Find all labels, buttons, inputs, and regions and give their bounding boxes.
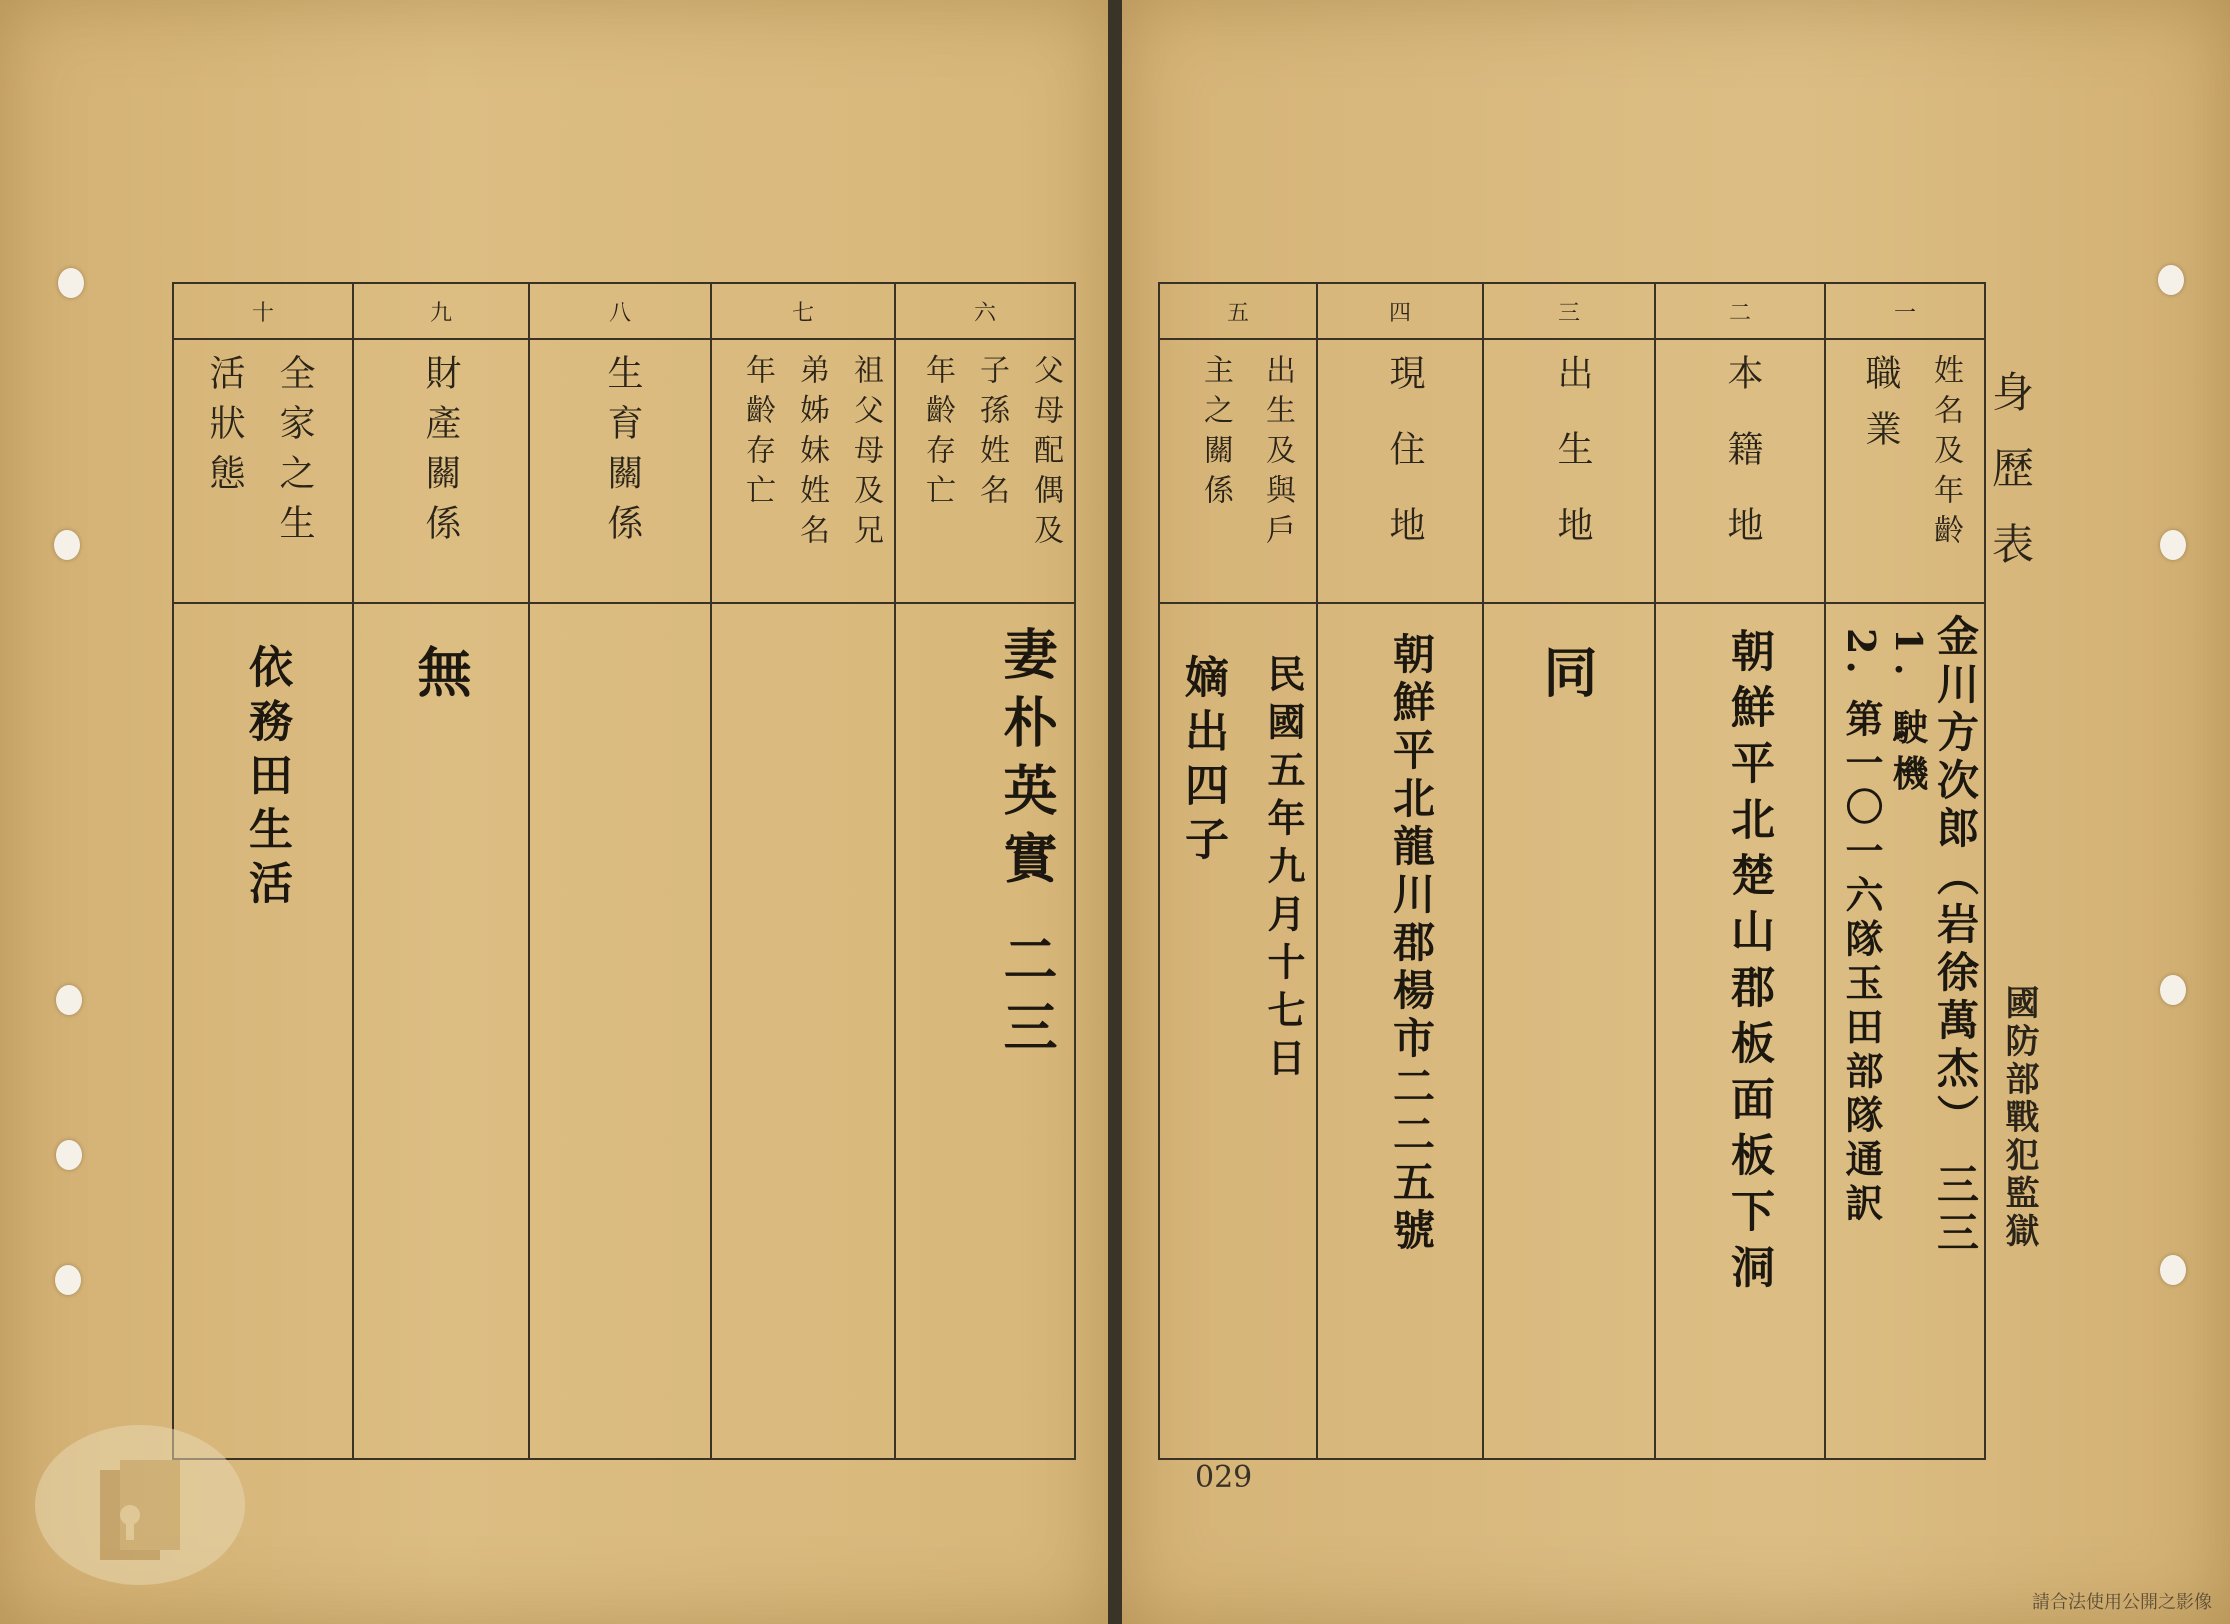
- header-label: 全家之生: [274, 354, 315, 554]
- entry-birthplace: [1483, 603, 1655, 1459]
- column-number: 五: [1159, 283, 1317, 339]
- binder-hole: [56, 1140, 82, 1170]
- archive-logo-icon: [30, 1420, 250, 1590]
- header-birth-relation: [1159, 339, 1317, 603]
- header-label: 本籍地: [1722, 354, 1763, 582]
- entry-spouse-children: [895, 603, 1075, 1459]
- column-number: 一: [1825, 283, 1985, 339]
- binder-hole: [58, 268, 84, 298]
- handwritten-entry: 無: [409, 644, 473, 712]
- handwritten-entry: 1. 駛機: [1887, 628, 1929, 801]
- handwritten-entry: 2. 第一〇一六隊玉田部隊通訳: [1839, 628, 1884, 1227]
- handwritten-entry: 嫡出四子: [1177, 654, 1228, 870]
- watermark-text: 請合法使用公開之影像: [2032, 1592, 2212, 1613]
- column-number: 十: [173, 283, 353, 339]
- handwritten-entry: 民國五年九月十七日: [1261, 654, 1306, 1086]
- handwritten-entry: 依務田生活: [241, 644, 292, 914]
- header-children: [529, 339, 711, 603]
- header-label: 出生及與戶: [1260, 354, 1295, 554]
- handwritten-entry: 妻朴英實 二三: [995, 626, 1059, 1067]
- binder-hole: [2160, 975, 2186, 1005]
- handwritten-entry: 朝鮮平北龍川郡楊市二二五號: [1387, 632, 1436, 1256]
- entry-children: [529, 603, 711, 1459]
- column-number: 三: [1483, 283, 1655, 339]
- binder-hole: [2158, 265, 2184, 295]
- entry-family-living: [173, 603, 353, 1459]
- binder-hole: [55, 1265, 81, 1295]
- header-label: 父母配偶及: [1028, 354, 1063, 554]
- header-label: 主之關係: [1198, 354, 1233, 514]
- entry-birth-relation: [1159, 603, 1317, 1459]
- page-number: 029: [1195, 1460, 1253, 1495]
- handwritten-entry: 金川方次郎（岩徐萬杰） 三三: [1931, 614, 1980, 1259]
- header-label: 現住地: [1384, 354, 1425, 582]
- header-label: 生育關係: [602, 354, 643, 554]
- header-birthplace: [1483, 339, 1655, 603]
- header-label: 財產關係: [420, 354, 461, 554]
- entry-name-occupation: [1825, 603, 1985, 1459]
- column-number: 八: [529, 283, 711, 339]
- header-family-living: [173, 339, 353, 603]
- header-domicile: [1655, 339, 1825, 603]
- header-label: 活狀態: [204, 354, 245, 504]
- entry-property: [353, 603, 529, 1459]
- column-number: 二: [1655, 283, 1825, 339]
- document-title: 身歷表: [1986, 370, 2035, 598]
- entry-relatives: [711, 603, 895, 1459]
- header-property: [353, 339, 529, 603]
- entry-domicile: [1655, 603, 1825, 1459]
- column-number: 九: [353, 283, 529, 339]
- header-residence: [1317, 339, 1483, 603]
- handwritten-entry: 同: [1535, 644, 1599, 712]
- header-label: 年齡存亡: [740, 354, 775, 514]
- binder-hole: [56, 985, 82, 1015]
- entry-residence: [1317, 603, 1483, 1459]
- column-number: 四: [1317, 283, 1483, 339]
- header-label: 祖父母及兄: [848, 354, 883, 554]
- header-name-occupation: [1825, 339, 1985, 603]
- binder-hole: [2160, 530, 2186, 560]
- column-number: 六: [895, 283, 1075, 339]
- header-label: 姓名及年齡: [1928, 354, 1963, 554]
- header-label: 子孫姓名: [974, 354, 1009, 514]
- header-spouse-children: [895, 339, 1075, 603]
- header-label: 弟姊妹姓名: [794, 354, 829, 554]
- handwritten-entry: 朝鮮平北楚山郡板面板下洞: [1723, 628, 1774, 1300]
- header-relatives: [711, 339, 895, 603]
- column-number: 七: [711, 283, 895, 339]
- header-label: 出生地: [1552, 354, 1593, 582]
- header-label: 職業: [1860, 354, 1901, 466]
- binder-hole: [54, 530, 80, 560]
- left-form-table: [172, 282, 1076, 1460]
- header-label: 年齡存亡: [920, 354, 955, 514]
- prison-stamp: 國防部戰犯監獄: [1999, 985, 2039, 1251]
- right-form-table: [1158, 282, 1986, 1460]
- binder-hole: [2160, 1255, 2186, 1285]
